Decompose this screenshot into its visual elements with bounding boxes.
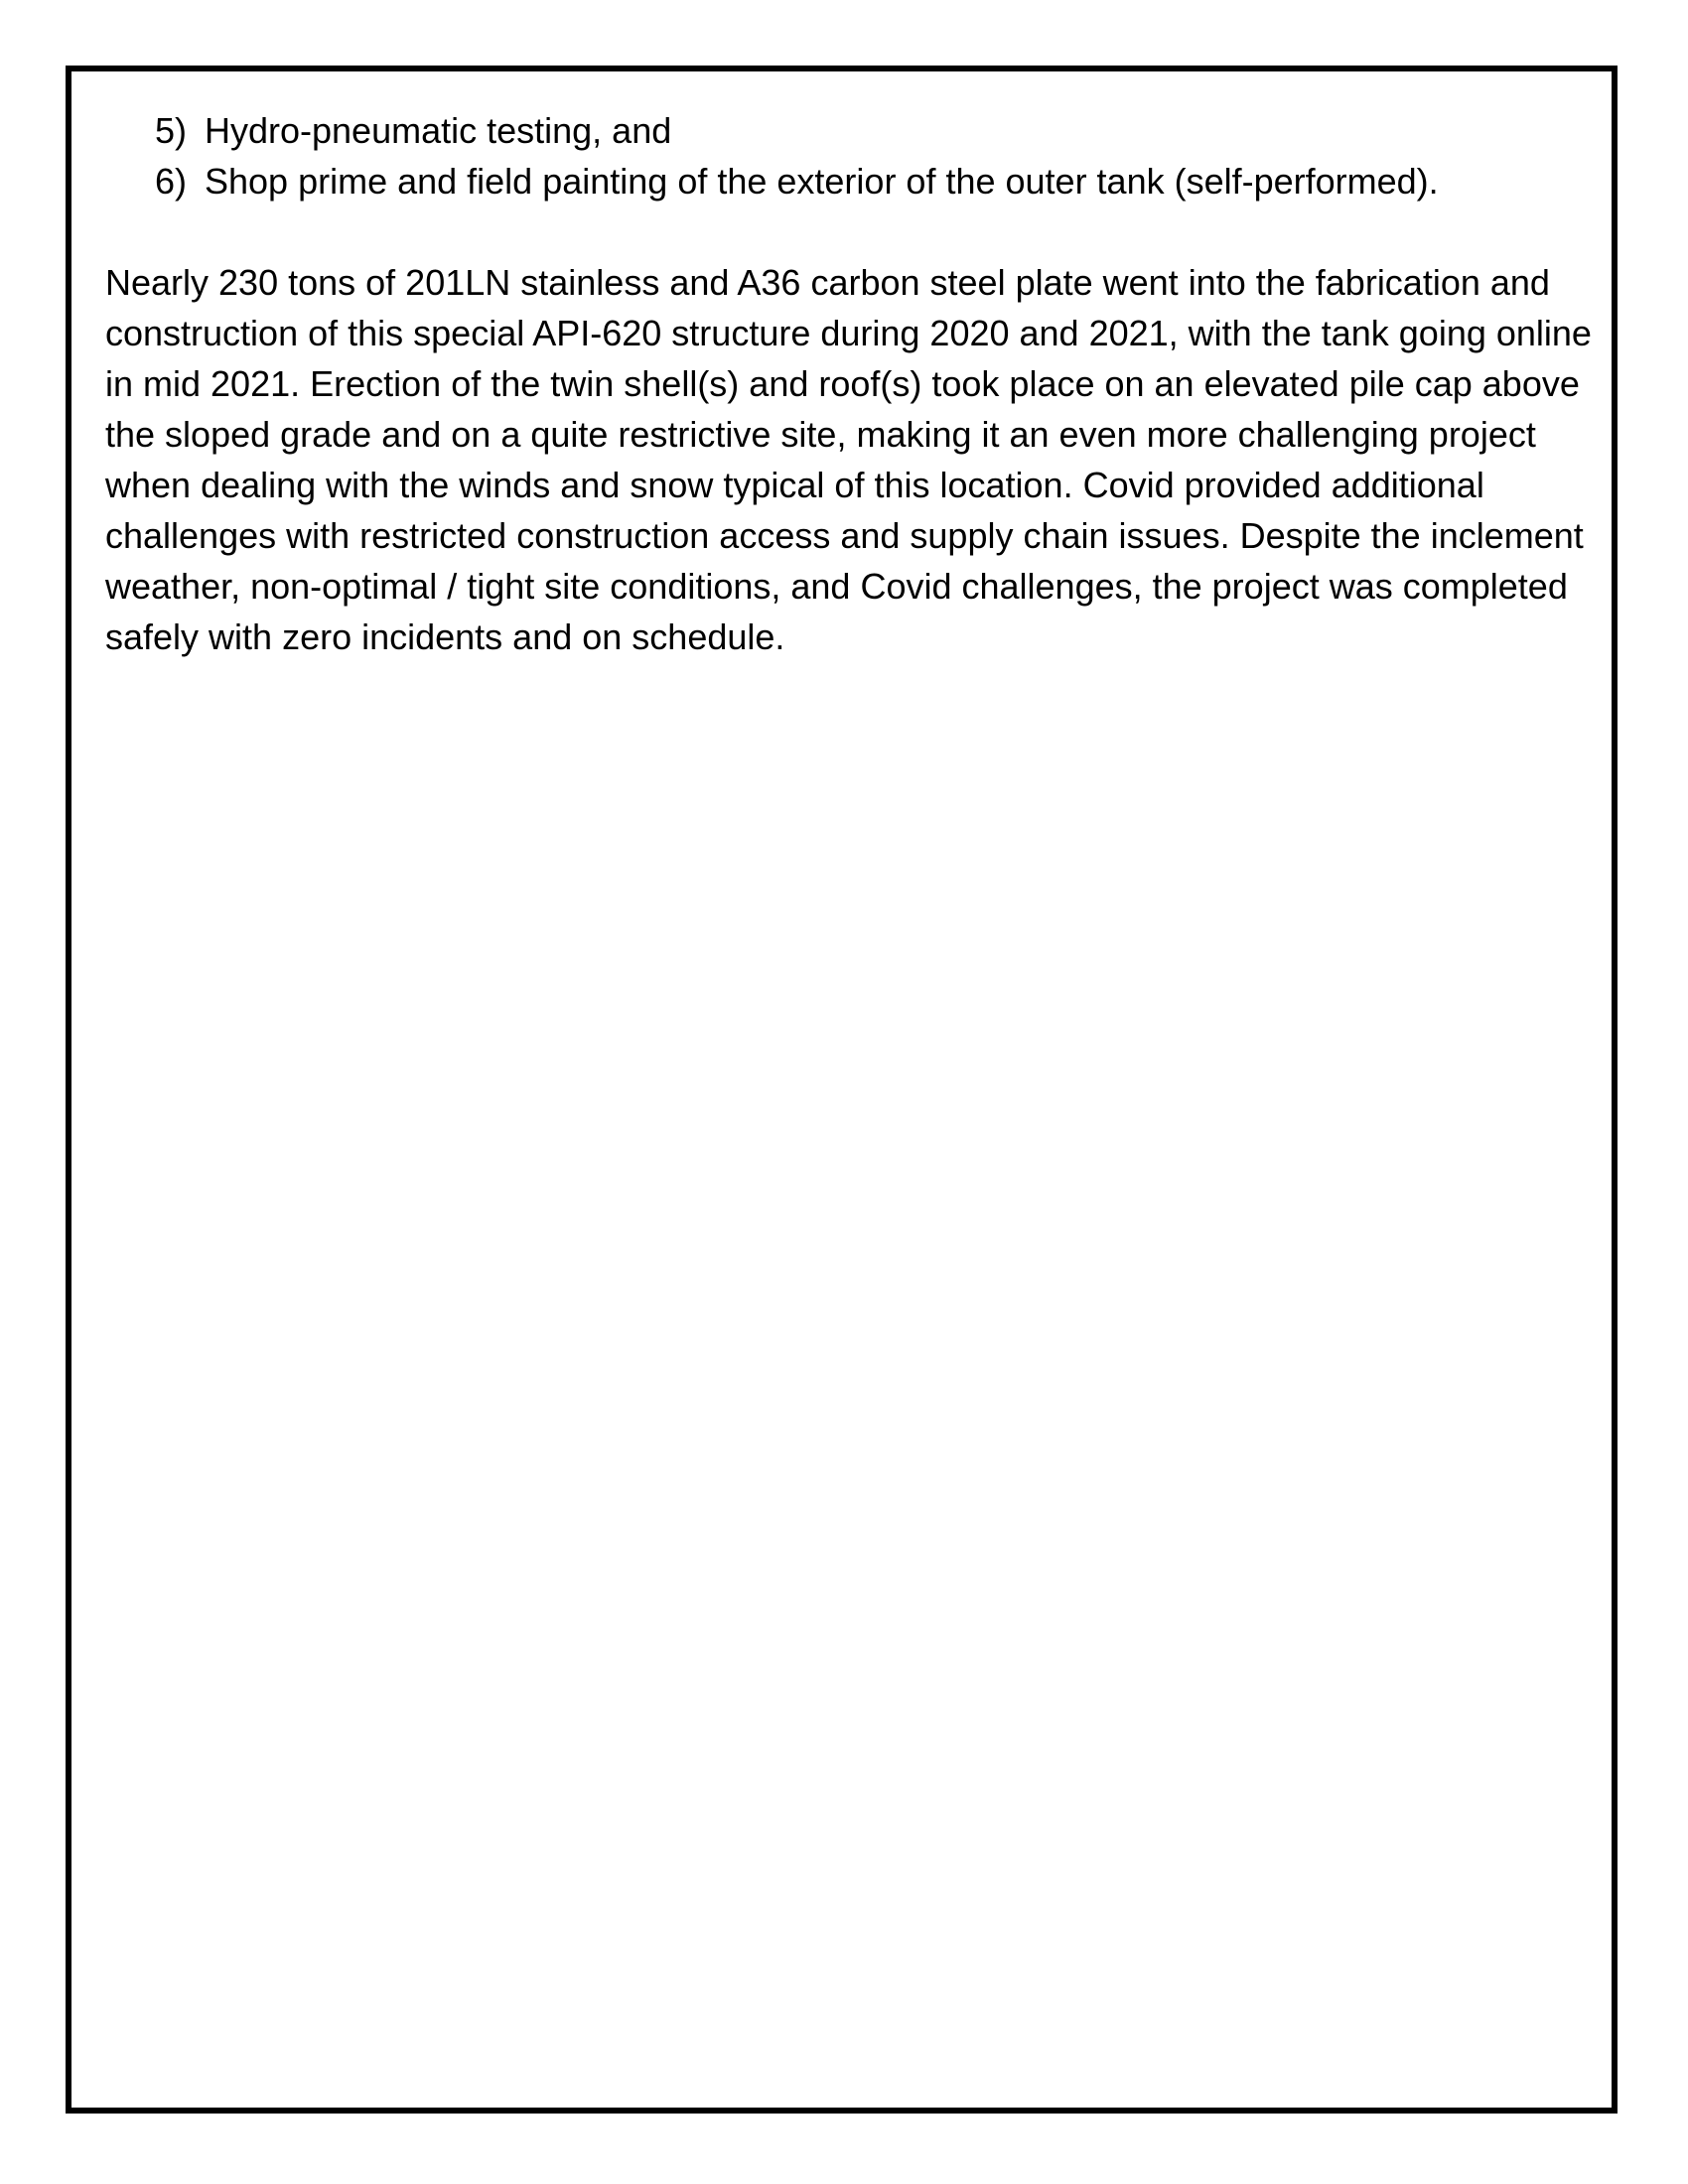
list-item-number: 5) xyxy=(155,110,188,151)
body-paragraph: Nearly 230 tons of 201LN stainless and A36 carbon steel plate went into the fabrication and construction of this special API-620 structure during 2020 and 2021, with the tank going online in mid 2021. Erection of the twin shell(s) and roof(s) took place on an elevated pile cap above the sloped grade and on a quite restrictive site, making it an even more challenging project when dealing with the winds and snow typical of this location. Covid provided additional challenges with restricted construction access and supply chain issues. Despite the inclement weather, non-optimal / tight site conditions, and Covid challenges, the project was completed safely with zero incidents and on schedule. xyxy=(105,262,1592,657)
list-item xyxy=(105,156,1595,206)
numbered-list xyxy=(105,105,1595,206)
list-item-text: Shop prime and field painting of the exterior of the outer tank (self-performed). xyxy=(205,161,1439,202)
page-border-frame xyxy=(66,66,1618,2114)
list-item-number: 6) xyxy=(155,161,188,202)
list-item xyxy=(105,105,1595,156)
list-item-text: Hydro-pneumatic testing, and xyxy=(205,110,672,151)
document-content xyxy=(105,105,1595,662)
